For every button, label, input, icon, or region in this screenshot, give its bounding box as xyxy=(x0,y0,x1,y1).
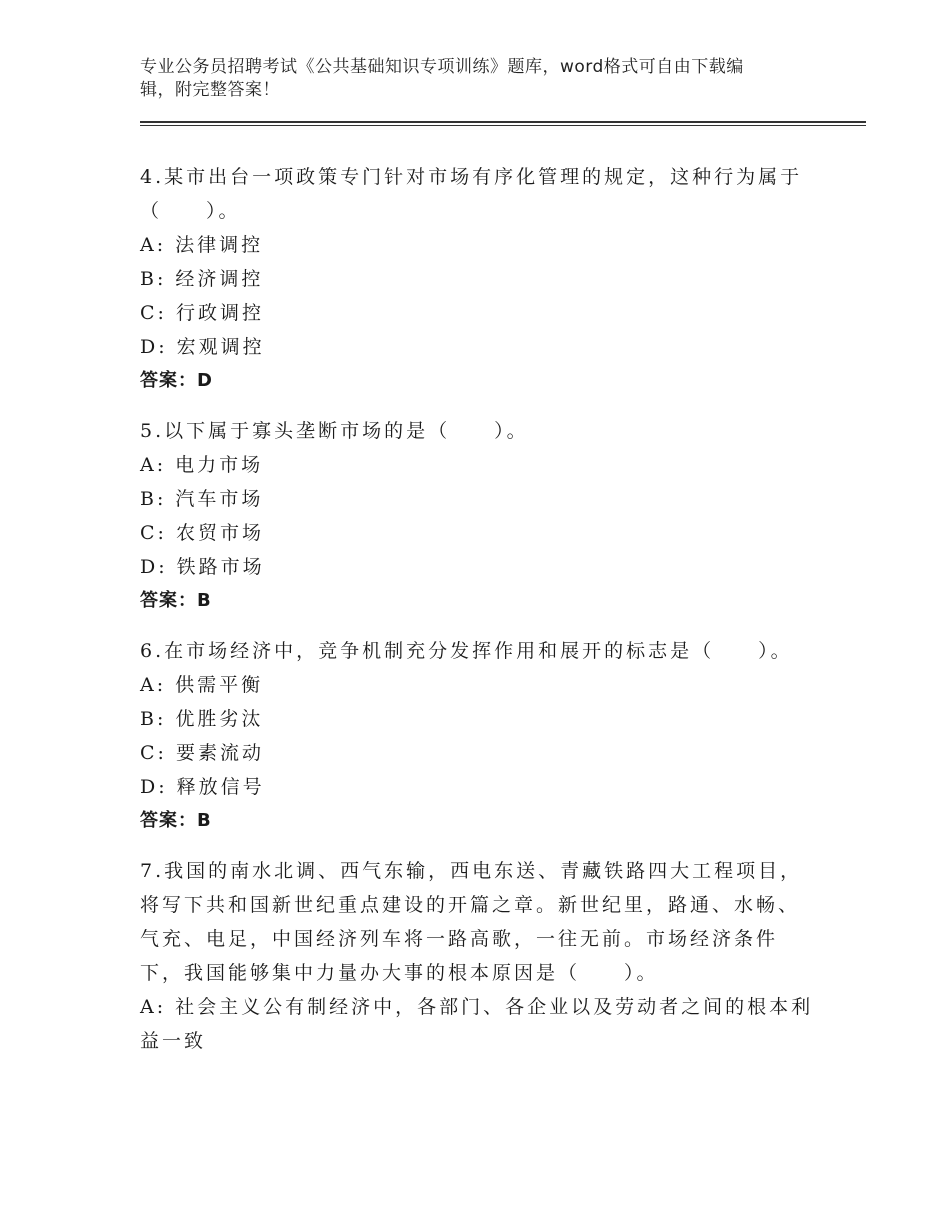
answer-label: 答案：D xyxy=(140,370,213,391)
option-c: C: 要素流动 xyxy=(140,742,264,764)
question-stem: 6.在市场经济中，竞争机制充分发挥作用和展开的标志是（ ）。 xyxy=(140,640,793,662)
option-d: D: 宏观调控 xyxy=(140,336,265,358)
option-b: B: 汽车市场 xyxy=(140,488,264,510)
option-b: B: 优胜劣汰 xyxy=(140,708,264,730)
question-list xyxy=(140,160,820,1074)
answer-label: 答案：B xyxy=(140,590,212,611)
question-6 xyxy=(140,634,820,838)
document-header xyxy=(140,56,800,102)
option-d: D: 铁路市场 xyxy=(140,556,265,578)
question-5 xyxy=(140,414,820,618)
option-c: C: 农贸市场 xyxy=(140,522,264,544)
option-a: A: 法律调控 xyxy=(140,234,264,256)
option-d: D: 释放信号 xyxy=(140,776,265,798)
option-b: B: 经济调控 xyxy=(140,268,264,290)
option-c: C: 行政调控 xyxy=(140,302,264,324)
option-a: A: 社会主义公有制经济中，各部门、各企业以及劳动者之间的根本利益一致 xyxy=(140,996,814,1052)
header-divider-thin xyxy=(140,125,866,126)
header-divider-thick xyxy=(140,121,866,123)
question-7 xyxy=(140,854,820,1058)
option-a: A: 供需平衡 xyxy=(140,674,264,696)
header-line-1: 专业公务员招聘考试《公共基础知识专项训练》题库，word格式可自由下载编 xyxy=(140,57,744,77)
answer-label: 答案：B xyxy=(140,810,212,831)
question-stem: 4.某市出台一项政策专门针对市场有序化管理的规定，这种行为属于（ ）。 xyxy=(140,166,803,222)
header-line-2: 辑，附完整答案！ xyxy=(140,80,280,100)
question-stem: 7.我国的南水北调、西气东输，西电东送、青藏铁路四大工程项目，将写下共和国新世纪重点建设的开篇之章。新世纪里，路通、水畅、气充、电足，中国经济列车将一路高歌，一往无前。市场经济条件下，我国能够集中力量办大事的根本原因是（ ）。 xyxy=(140,860,803,984)
question-4 xyxy=(140,160,820,398)
question-stem: 5.以下属于寡头垄断市场的是（ ）。 xyxy=(140,420,529,442)
option-a: A: 电力市场 xyxy=(140,454,264,476)
